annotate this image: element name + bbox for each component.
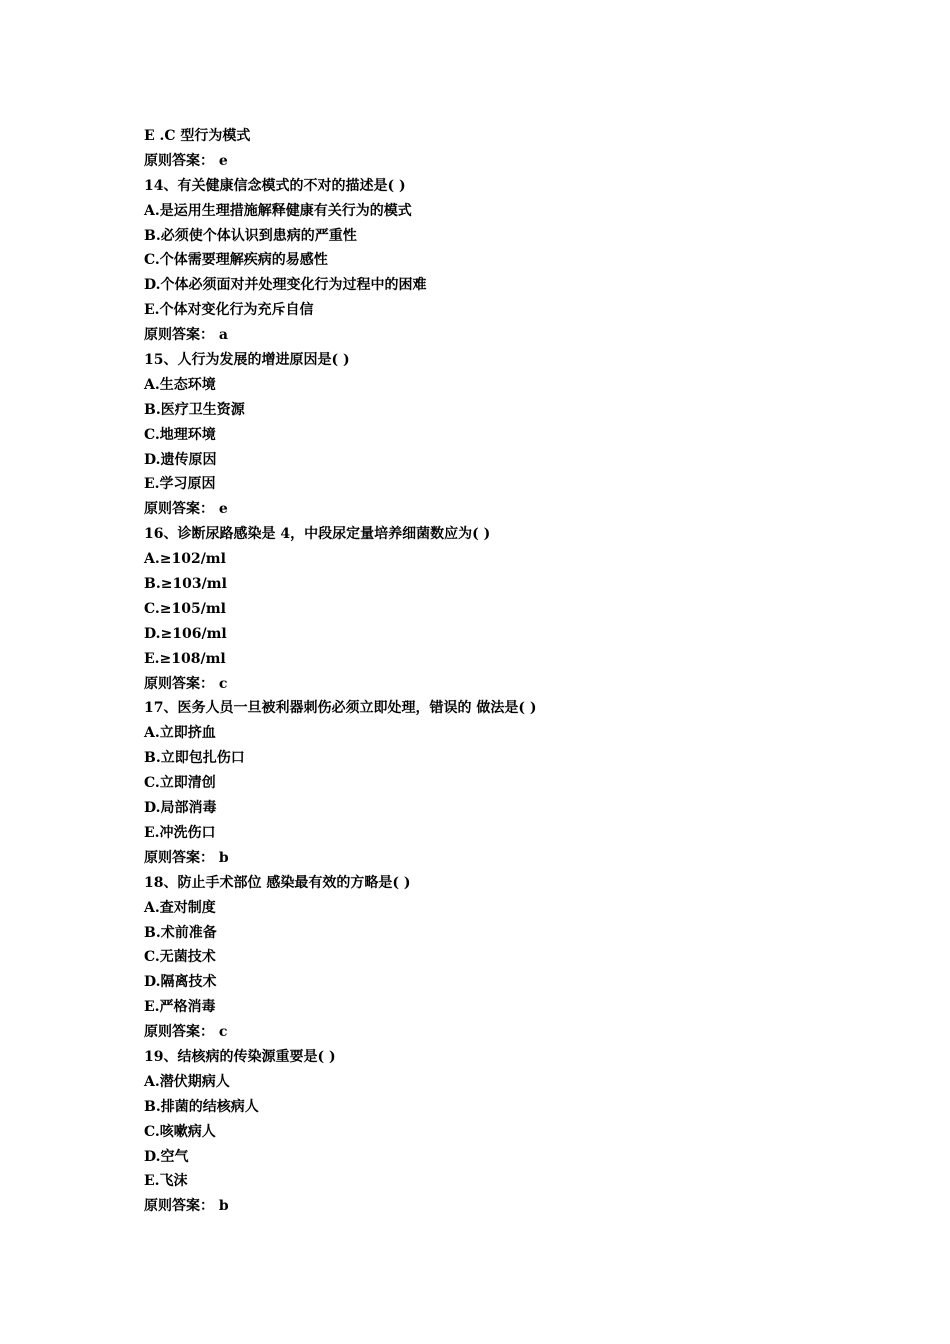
answer-line: 原则答案： e bbox=[144, 501, 228, 518]
answer-line: 原则答案： b bbox=[144, 849, 229, 866]
option-a-line: A.是运用生理措施解释健康有关行为的模式 bbox=[144, 202, 412, 219]
option-c-line: C.≥105/ml bbox=[144, 600, 226, 617]
option-a-line: A.潜伏期病人 bbox=[144, 1073, 230, 1090]
option-d-line: D.个体必须面对并处理变化行为过程中的困难 bbox=[144, 277, 427, 294]
answer-line: 原则答案： a bbox=[144, 327, 228, 344]
question-16: 16、诊断尿路感染是 4，中段尿定量培养细菌数应为( ) bbox=[144, 526, 491, 543]
option-e-line: E.学习原因 bbox=[144, 476, 216, 493]
answer-line: 原则答案： c bbox=[144, 675, 228, 692]
option-d-line: D.局部消毒 bbox=[144, 800, 217, 817]
question-19: 19、结核病的传染源重要是( ) bbox=[144, 1048, 336, 1065]
question-17: 17、医务人员一旦被利器刺伤必须立即处理，错误的 做法是( ) bbox=[144, 700, 537, 717]
option-b-line: B.医疗卫生资源 bbox=[144, 401, 245, 418]
option-d-line: D.空气 bbox=[144, 1148, 189, 1165]
option-c-line: C.立即清创 bbox=[144, 775, 216, 792]
option-b-line: B.术前准备 bbox=[144, 924, 217, 941]
option-a-line: A.立即挤血 bbox=[144, 725, 216, 742]
option-a-line: A.生态环境 bbox=[144, 376, 216, 393]
option-d-line: D.隔离技术 bbox=[144, 974, 217, 991]
question-15: 15、人行为发展的增进原因是( ) bbox=[144, 352, 350, 369]
option-b-line: B.排菌的结核病人 bbox=[144, 1098, 259, 1115]
question-list bbox=[144, 124, 844, 1219]
answer-line: 原则答案： b bbox=[144, 1198, 229, 1215]
option-c-line: C.咳嗽病人 bbox=[144, 1123, 216, 1140]
option-a-line: A.查对制度 bbox=[144, 899, 216, 916]
answer-line: 原则答案： c bbox=[144, 1024, 228, 1041]
question-14: 14、有关健康信念模式的不对的描述是( ) bbox=[144, 177, 406, 194]
option-e-line: E .C 型行为模式 bbox=[144, 128, 251, 144]
option-c-line: C.地理环境 bbox=[144, 426, 216, 443]
option-e-line: E.≥108/ml bbox=[144, 650, 226, 667]
option-e-line: E.飞沫 bbox=[144, 1173, 188, 1190]
option-b-line: B.立即包扎伤口 bbox=[144, 750, 245, 767]
option-e-line: E.冲洗伤口 bbox=[144, 824, 216, 841]
option-b-line: B.必须使个体认识到患病的严重性 bbox=[144, 227, 357, 244]
question-18: 18、防止手术部位 感染最有效的方略是( ) bbox=[144, 874, 411, 891]
option-c-line: C.无菌技术 bbox=[144, 949, 216, 966]
answer-line: 原则答案： e bbox=[144, 152, 228, 169]
option-b-line: B.≥103/ml bbox=[144, 576, 227, 593]
option-e-line: E.个体对变化行为充斥自信 bbox=[144, 302, 314, 319]
option-a-line: A.≥102/ml bbox=[144, 551, 226, 568]
option-c-line: C.个体需要理解疾病的易感性 bbox=[144, 252, 328, 269]
option-e-line: E.严格消毒 bbox=[144, 999, 216, 1016]
option-d-line: D.≥106/ml bbox=[144, 625, 227, 642]
option-d-line: D.遗传原因 bbox=[144, 451, 217, 468]
